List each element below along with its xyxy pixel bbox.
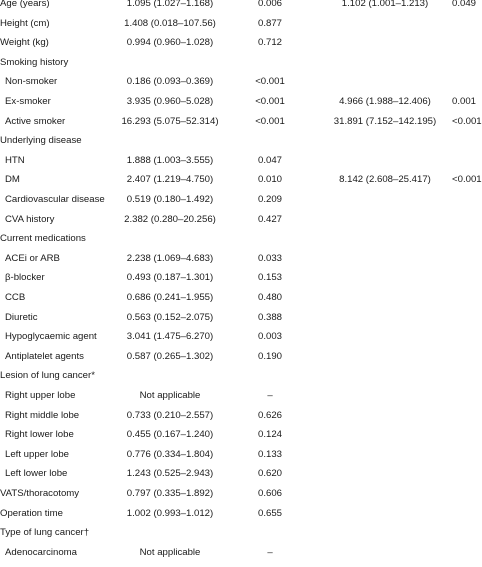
row-label: Adenocarcinoma	[5, 546, 77, 558]
univariate-or-ci: 1.243 (0.525–2.943)	[126, 468, 214, 480]
multivariate-p-value: <0.001	[452, 174, 482, 186]
univariate-or-ci: 0.563 (0.152–2.075)	[126, 311, 214, 323]
univariate-or-ci: 3.041 (1.475–6.270)	[126, 331, 214, 343]
table-row	[0, 410, 474, 430]
table-row	[0, 0, 477, 18]
row-label: Antiplatelet agents	[5, 350, 84, 362]
univariate-p-value: 0.712	[257, 37, 282, 49]
univariate-or-ci: 1.408 (0.018–107.56)	[124, 17, 216, 29]
row-label: Smoking history	[0, 56, 69, 68]
row-label: Diuretic	[5, 311, 38, 323]
row-label: Lesion of lung cancer*	[0, 370, 95, 382]
multivariate-p-value: 0.001	[452, 96, 477, 107]
row-label: Underlying disease	[0, 135, 82, 147]
row-label: Current medications	[0, 233, 86, 245]
table-row	[0, 370, 474, 390]
table-row	[0, 292, 474, 312]
row-label: β-blocker	[5, 272, 45, 284]
univariate-p-value: 0.190	[257, 350, 282, 362]
row-label: Right lower lobe	[5, 429, 74, 441]
univariate-p-value: –	[267, 390, 273, 401]
multivariate-or-ci: 8.142 (2.608–25.417)	[339, 174, 431, 186]
row-label: Height (cm)	[0, 17, 50, 29]
table-row	[0, 468, 474, 488]
table-row	[0, 449, 474, 469]
univariate-or-ci: 0.797 (0.335–1.892)	[126, 488, 214, 499]
row-label: VATS/thoracotomy	[0, 488, 80, 499]
table-row	[0, 18, 474, 38]
row-label: DM	[5, 174, 20, 186]
row-label: HTN	[5, 154, 25, 166]
univariate-or-ci: Not applicable	[139, 390, 201, 401]
univariate-or-ci: 2.407 (1.219–4.750)	[126, 174, 214, 186]
multivariate-or-ci: 4.966 (1.988–12.406)	[339, 96, 431, 107]
row-label: ACEi or ARB	[5, 252, 60, 264]
univariate-p-value: 0.209	[257, 194, 282, 205]
univariate-or-ci: 0.733 (0.210–2.557)	[126, 409, 214, 421]
univariate-p-value: 0.133	[257, 448, 282, 460]
table-row	[0, 174, 482, 194]
univariate-or-ci: 2.238 (1.069–4.683)	[126, 252, 214, 264]
univariate-p-value: 0.153	[257, 272, 282, 284]
row-label: Hypoglycaemic agent	[5, 331, 97, 343]
univariate-p-value: <0.001	[255, 76, 285, 88]
univariate-or-ci: Not applicable	[139, 546, 201, 558]
table-row	[0, 547, 474, 567]
table-row	[0, 527, 474, 547]
univariate-p-value: 0.388	[257, 311, 282, 323]
univariate-p-value: –	[267, 546, 273, 558]
univariate-p-value: 0.003	[257, 331, 282, 343]
univariate-or-ci: 1.002 (0.993–1.012)	[126, 507, 214, 519]
row-label: Weight (kg)	[0, 37, 49, 49]
row-label: Right middle lobe	[5, 409, 80, 421]
table-row	[0, 351, 474, 371]
univariate-p-value: 0.606	[257, 488, 282, 499]
univariate-p-value: 0.877	[257, 17, 282, 29]
row-label: Non-smoker	[5, 76, 58, 88]
univariate-p-value: 0.480	[257, 292, 282, 303]
row-label: Age (years)	[0, 0, 50, 9]
table-row	[0, 57, 474, 77]
table-row	[0, 253, 474, 273]
table-row	[0, 488, 474, 508]
table-row	[0, 194, 474, 214]
univariate-p-value: 0.047	[257, 154, 282, 166]
univariate-p-value: <0.001	[255, 96, 285, 107]
univariate-or-ci: 0.493 (0.187–1.301)	[126, 272, 214, 284]
row-label: CCB	[5, 292, 26, 303]
table-row	[0, 155, 474, 175]
multivariate-p-value: 0.049	[452, 0, 477, 9]
univariate-or-ci: 2.382 (0.280–20.256)	[124, 213, 216, 225]
univariate-or-ci: 1.888 (1.003–3.555)	[126, 154, 214, 166]
table-row	[0, 76, 474, 96]
row-label: Cardiovascular disease	[5, 194, 105, 205]
univariate-p-value: 0.010	[257, 174, 282, 186]
row-label: Active smoker	[5, 115, 66, 127]
univariate-p-value: 0.006	[257, 0, 282, 9]
univariate-p-value: <0.001	[255, 115, 285, 127]
table-row	[0, 37, 474, 57]
table-row	[0, 312, 474, 332]
row-label: Left upper lobe	[5, 448, 70, 460]
univariate-p-value: 0.124	[257, 429, 282, 441]
univariate-or-ci: 1.095 (1.027–1.168)	[126, 0, 214, 9]
univariate-or-ci: 3.935 (0.960–5.028)	[126, 96, 214, 107]
univariate-or-ci: 0.587 (0.265–1.302)	[126, 350, 214, 362]
univariate-or-ci: 0.776 (0.334–1.804)	[126, 448, 214, 460]
table-row	[0, 214, 474, 234]
univariate-p-value: 0.620	[257, 468, 282, 480]
row-label: CVA history	[5, 213, 55, 225]
table-row	[0, 233, 474, 253]
table-row	[0, 331, 474, 351]
table-row	[0, 429, 474, 449]
row-label: Operation time	[0, 507, 63, 519]
row-label: Left lower lobe	[5, 468, 68, 480]
univariate-p-value: 0.427	[257, 213, 282, 225]
multivariate-or-ci: 1.102 (1.001–1.213)	[341, 0, 429, 9]
univariate-p-value: 0.626	[257, 409, 282, 421]
univariate-p-value: 0.033	[257, 252, 282, 264]
multivariate-p-value: <0.001	[452, 115, 482, 127]
univariate-or-ci: 0.686 (0.241–1.955)	[126, 292, 214, 303]
row-label: Type of lung cancer†	[0, 527, 90, 539]
table-row	[0, 272, 474, 292]
row-label: Ex-smoker	[5, 96, 51, 107]
table-row	[0, 96, 477, 116]
univariate-or-ci: 0.455 (0.167–1.240)	[126, 429, 214, 441]
table-row	[0, 390, 474, 410]
univariate-or-ci: 0.186 (0.093–0.369)	[126, 76, 214, 88]
table-row	[0, 135, 474, 155]
univariate-or-ci: 0.994 (0.960–1.028)	[126, 37, 214, 49]
table-row	[0, 115, 482, 136]
univariate-p-value: 0.655	[257, 507, 282, 519]
univariate-or-ci: 16.293 (5.075–52.314)	[121, 115, 219, 127]
table-row	[0, 508, 474, 528]
univariate-or-ci: 0.519 (0.180–1.492)	[126, 194, 214, 205]
row-label: Right upper lobe	[5, 390, 76, 401]
multivariate-or-ci: 31.891 (7.152–142.195)	[333, 115, 437, 127]
